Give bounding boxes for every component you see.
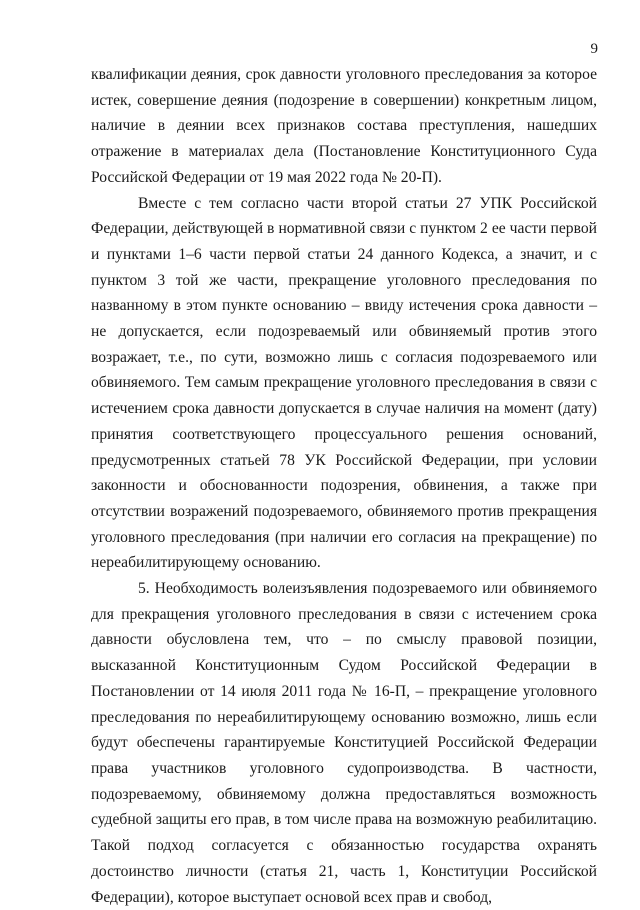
paragraph-2: Вместе с тем согласно части второй статьи 27 УПК Российской Федерации, действующей в нормативной связи с пунктом 2 ее части первой и пунктами 1–6 части первой статьи 24 данного Кодекса, а значит, и с пунктом 3 той же части, прекращение уголовного преследования по названному в этом пункте основанию – ввиду истечения срока давности – не допускается, если подозреваемый или обвиняемый против этого возражает, т.е., по сути, возможно лишь с согласия подозреваемого или обвиняемого. Тем самым прекращение уголовного преследования в связи с истечением срока давности допускается в случае наличия на момент (дату) принятия соответствующего процессуального решения оснований, предусмотренных статьей 78 УК Российской Федерации, при условии законности и обоснованности подозрения, обвинения, а также при отсутствии возражений подозреваемого, обвиняемого против прекращения уголовного преследования (при наличии его согласия на прекращение) по нереабилитирующему основанию. bbox=[91, 194, 597, 572]
paragraph-3: 5. Необходимость волеизъявления подозреваемого или обвиняемого для прекращения уголовного преследования в связи с истечением срока давности обусловлена тем, что – по смыслу правовой позиции, высказанной Конституционным Судом Российской Федерации в Постановлении от 14 июля 2011 года № 16-П, – прекращение уголовного преследования по нереабилитирующему основанию возможно, лишь если будут обеспечены гарантируемые Конституцией Российской Федерации права участников уголовного судопроизводства. В частности, подозреваемому, обвиняемому должна предоставляться возможность судебной защиты его прав, в том числе права на возможную реабилитацию. Такой подход согласуется с обязанностью государства охранять достоинство личности (статья 21, часть 1, Конституции Российской Федерации), которое выступает основой всех прав и свобод, bbox=[91, 580, 597, 906]
paragraph-1: квалификации деяния, срок давности уголовного преследования за которое истек, совершение деяния (подозрение в совершении) конкретным лицом, наличие в деянии всех признаков состава преступления, нашедших отражение в материалах дела (Постановление Конституционного Суда Российской Федерации от 19 мая 2022 года № 20-П). bbox=[91, 66, 597, 186]
page-number: 9 bbox=[590, 41, 598, 57]
document-body bbox=[91, 62, 597, 910]
